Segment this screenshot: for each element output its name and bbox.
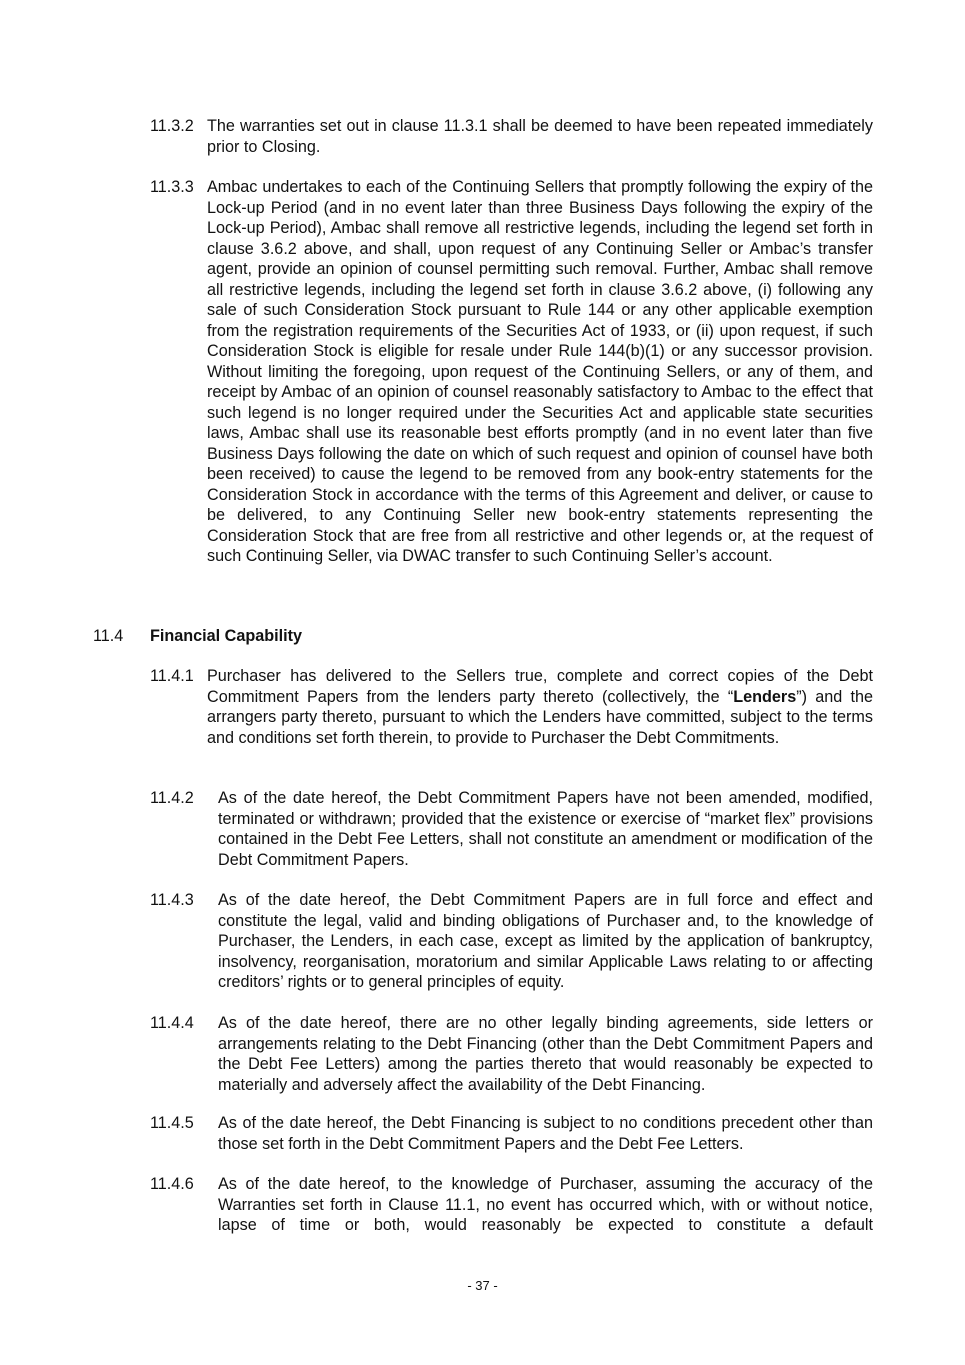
clause-text: As of the date hereof, the Debt Commitment Papers have not been amended, modified, terminated or withdrawn; provided that the existence or exercise of “market flex” provisions contained in the Debt Fee Letters, shall not constitute an amendment or modification of the Debt Commitment Papers. (218, 789, 873, 869)
text-segment: ”) and the arrangers party thereto, pursuant to which the Lenders have committed, subject to the terms and conditions set forth therein, to provide to Purchaser the Debt Commitments. (207, 687, 873, 747)
clause-text: The warranties set out in clause 11.3.1 shall be deemed to have been repeated immediately prior to Closing. (207, 117, 873, 156)
page-number: - 37 - (467, 1278, 498, 1293)
clause-text: As of the date hereof, the Debt Financing is subject to no conditions precedent other than those set forth in the Debt Commitment Papers and the Debt Fee Letters. (218, 1114, 873, 1153)
clause-number: 11.4.3 (150, 891, 194, 909)
clause-number: 11.4.2 (150, 789, 194, 807)
clause-11-4-4 (150, 1013, 873, 1095)
text-segment: Purchaser has delivered to the Sellers true, complete and correct copies of the Debt Commitment Papers from the lenders party thereto (collectively, the “ (207, 667, 873, 706)
clause-11-4-6 (150, 1174, 873, 1236)
clause-number: 11.4.4 (150, 1014, 194, 1032)
clause-text: Ambac undertakes to each of the Continuing Sellers that promptly following the expiry of the Lock-up Period (and in no event later than three Business Days following the expiry of the Lock-up Period), Ambac shall remove all restrictive legends, including the legend set forth in clause 3.6.2 above, and shall, upon request of any Continuing Seller or Ambac’s transfer agent, provide an opinion of counsel permitting such removal. Further, Ambac shall remove all restrictive legends, including the legend set forth in clause 3.6.2 above, (i) following any sale of such Consideration Stock pursuant to Rule 144 or any other applicable exemption from the registration requirements of the Securities Act of 1933, or (ii) upon request, if such Consideration Stock is eligible for resale under Rule 144(b)(1) or any successor provision. Without limiting the foregoing, upon request of the Continuing Sellers, or any of them, and receipt by Ambac of an opinion of counsel reasonably satisfactory to Ambac to the effect that such legend is no longer required under the Securities Act and applicable state securities laws, Ambac shall use its reasonable best efforts promptly (and in no event later than five Business Days following the date on which of such request and opinion of counsel have both been received) to cause the legend to be removed from any book-entry statements for the Consideration Stock in accordance with the terms of this Agreement and deliver, or cause to be delivered, to any Continuing Seller new book-entry statements representing the Consideration Stock that are free from all restrictive and other legends or, at the request of such Continuing Seller, via DWAC transfer to such Continuing Seller’s account. (207, 178, 873, 565)
clause-number: 11.3.3 (150, 178, 194, 196)
clause-text: As of the date hereof, there are no other legally binding agreements, side letters or arrangements relating to the Debt Financing (other than the Debt Commitment Papers and the Debt Fee Letters) among the parties thereto that would reasonably be expected to materially and adversely affect the availability of the Debt Financing. (218, 1014, 873, 1094)
section-title: Financial Capability (150, 627, 303, 645)
clause-11-4-1 (150, 666, 873, 748)
clause-number: 11.4.5 (150, 1114, 194, 1132)
clause-text: As of the date hereof, the Debt Commitment Papers are in full force and effect and constitute the legal, valid and binding obligations of Purchaser and, to the knowledge of Purchaser, the Lenders, in each case, except as limited by the application of bankruptcy, insolvency, reorganisation, moratorium and similar Applicable Laws relating to or affecting creditors’ rights or to general principles of equity. (218, 891, 873, 991)
clause-number: 11.4.1 (150, 667, 194, 685)
defined-term: Lenders (733, 687, 797, 706)
clause-text: As of the date hereof, to the knowledge of Purchaser, assuming the accuracy of the Warranties set forth in Clause 11.1, no event has occurred which, with or without notice, lapse of time or both, would reasonably be expected to constitute a default (218, 1175, 873, 1234)
clause-11-4-2 (150, 788, 873, 870)
clause-number: 11.3.2 (150, 117, 194, 135)
clause-11-4-5 (150, 1113, 873, 1154)
section-number: 11.4 (93, 627, 124, 645)
clause-11-3-2 (150, 116, 873, 157)
clause-11-4-3 (150, 890, 873, 993)
clause-11-3-3 (150, 177, 873, 567)
clause-text (207, 666, 873, 748)
clause-number: 11.4.6 (150, 1175, 194, 1193)
